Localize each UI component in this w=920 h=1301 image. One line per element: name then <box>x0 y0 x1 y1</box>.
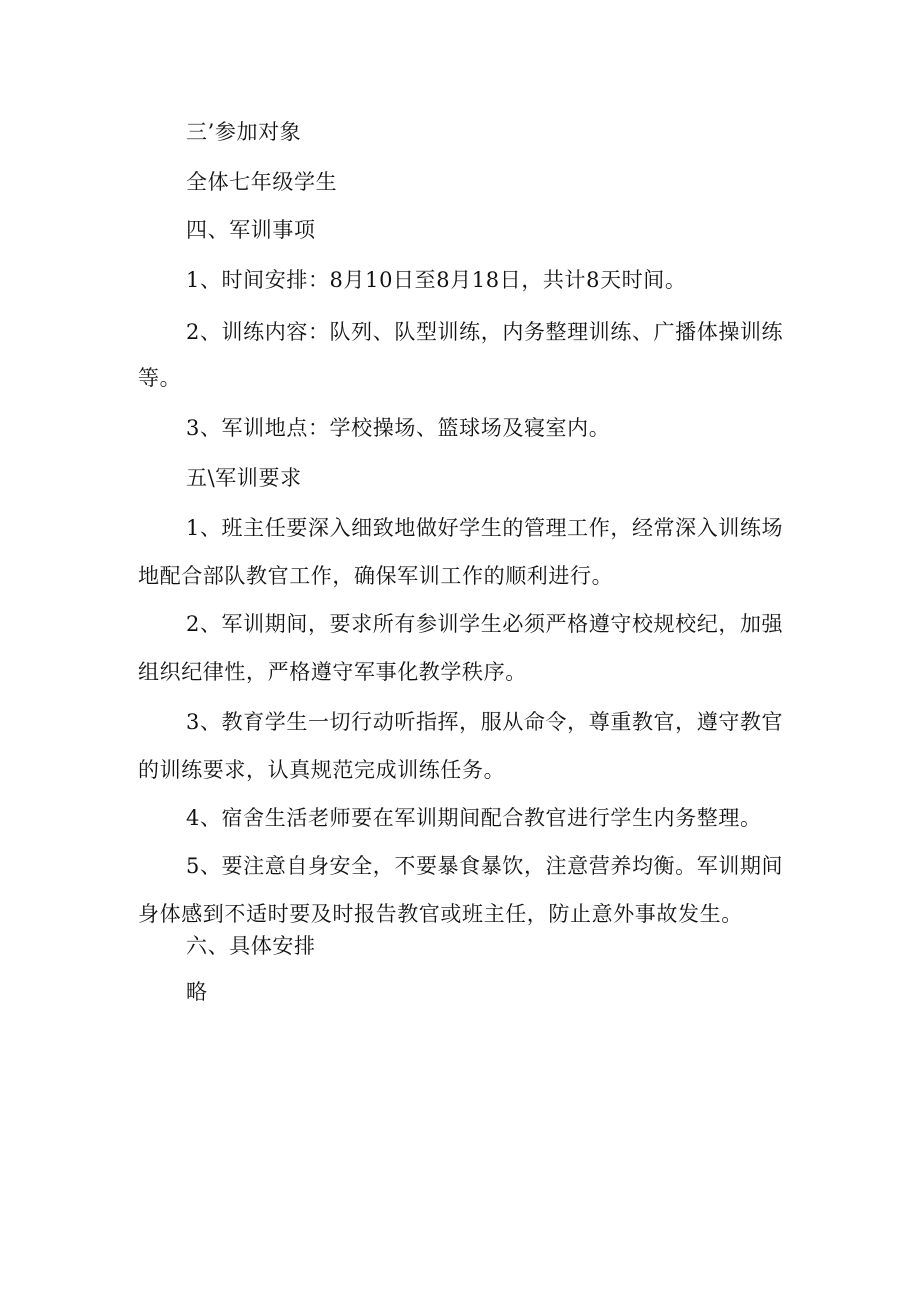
paragraph-line: 身体感到不适时要及时报告教官或班主任，防止意外事故发生。 <box>138 902 743 926</box>
section-heading-requirements: 五\军训要求 <box>186 466 302 490</box>
paragraph-line: 的训练要求，认真规范完成训练任务。 <box>138 758 506 782</box>
paragraph-line: 全体七年级学生 <box>186 170 338 194</box>
paragraph-line: 地配合部队教官工作，确保军训工作的顺利进行。 <box>138 564 614 588</box>
section-heading-schedule: 六、具体安排 <box>186 934 316 958</box>
paragraph-line: 4、宿舍生活老师要在军训期间配合教官进行学生内务整理。 <box>186 806 762 830</box>
paragraph-line: 5、要注意自身安全，不要暴食暴饮，注意营养均衡。军训期间 <box>186 854 784 878</box>
paragraph-line: 等。 <box>138 366 182 390</box>
paragraph-line: 1、时间安排：8月10日至8月18日，共计8天时间。 <box>186 268 687 292</box>
paragraph-line: 组织纪律性，严格遵守军事化教学秩序。 <box>138 660 527 684</box>
paragraph-line: 1、班主任要深入细致地做好学生的管理工作，经常深入训练场 <box>186 516 784 540</box>
paragraph-line: 3、教育学生一切行动听指挥，服从命令，尊重教官，遵守教官 <box>186 710 784 734</box>
section-heading-training-items: 四、军训事项 <box>186 218 316 242</box>
paragraph-line: 略 <box>186 980 208 1004</box>
paragraph-line: 3、军训地点：学校操场、篮球场及寝室内。 <box>186 416 611 440</box>
section-heading-participants: 三’参加对象 <box>186 120 302 144</box>
paragraph-line: 2、训练内容：队列、队型训练，内务整理训练、广播体操训练 <box>186 320 784 344</box>
paragraph-line: 2、军训期间，要求所有参训学生必须严格遵守校规校纪，加强 <box>186 612 784 636</box>
